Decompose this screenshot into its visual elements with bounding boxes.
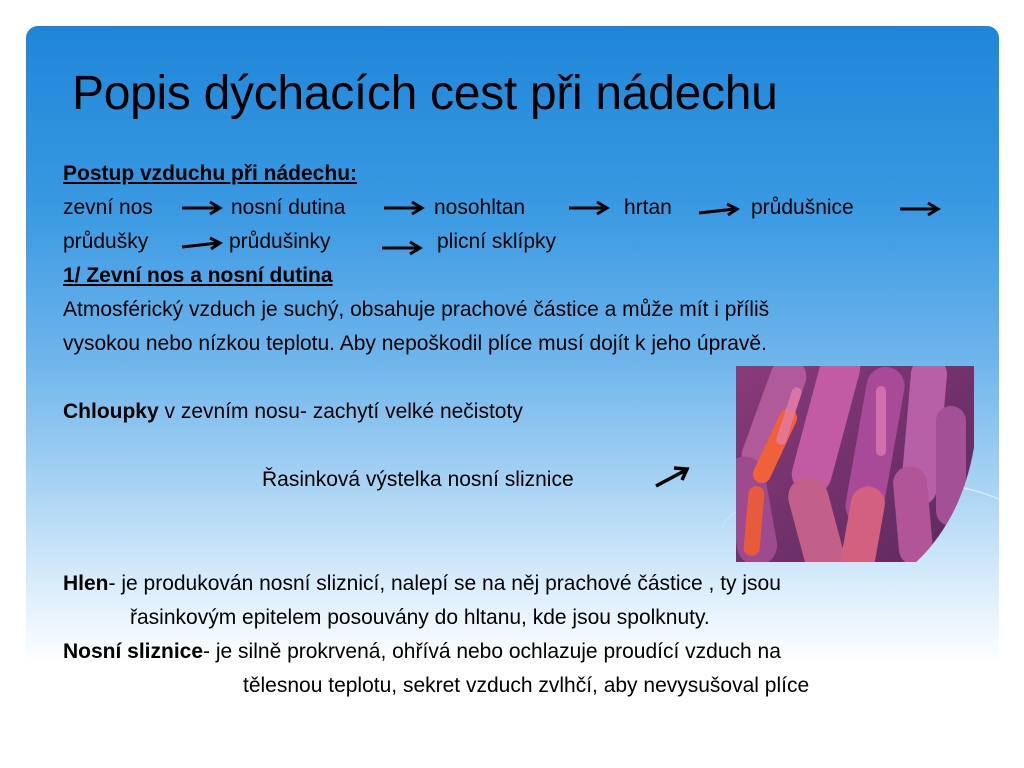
hlen-text: - je produkován nosní sliznicí, nalepí se na něj prachové částice , ty jsou: [108, 572, 781, 595]
arrow-right-icon: [180, 236, 224, 254]
route-heading: Postup vzduchu při nádechu:: [63, 162, 358, 185]
chloupky-term: Chloupky: [63, 400, 159, 423]
mucosa-micrograph: [736, 366, 974, 562]
arrow-right-icon: [382, 199, 426, 217]
route-step: nosní dutina: [231, 196, 346, 219]
image-caption: Řasinková výstelka nosní sliznice: [262, 468, 574, 491]
hlen-line: [63, 570, 781, 598]
section-heading: 1/ Zevní nos a nosní dutina: [63, 264, 333, 287]
sliznice-continuation: tělesnou teplotu, sekret vzduch zvlhčí, aby nevysušoval plíce: [243, 674, 810, 697]
route-step: průdušinky: [229, 230, 331, 253]
slide-title: Popis dýchacích cest při nádechu: [72, 67, 778, 120]
route-step: plicní sklípky: [437, 230, 557, 253]
arrow-right-icon: [380, 239, 424, 257]
route-step: zevní nos: [63, 196, 153, 219]
paragraph-line: Atmosférický vzduch je suchý, obsahuje prachové částice a může mít i příliš: [63, 298, 770, 321]
chloupky-line: [63, 398, 523, 426]
route-step: průdušky: [63, 230, 149, 253]
paragraph-line: vysokou nebo nízkou teplotu. Aby nepoškodil plíce musí dojít k jeho úpravě.: [63, 332, 767, 355]
arrow-right-icon: [697, 202, 741, 220]
hlen-term: Hlen: [63, 572, 109, 595]
hlen-continuation: řasinkovým epitelem posouvány do hltanu, kde jsou spolknuty.: [130, 606, 710, 629]
sliznice-text: - je silně prokrvená, ohřívá nebo ochlazuje proudící vzduch na: [203, 640, 781, 663]
arrow-right-icon: [567, 199, 611, 217]
arrow-up-right-icon: [652, 464, 692, 490]
route-step: průdušnice: [751, 196, 854, 219]
arrow-right-icon: [898, 200, 942, 218]
sliznice-term: Nosní sliznice: [63, 640, 204, 663]
arrow-right-icon: [180, 199, 224, 217]
route-step: hrtan: [624, 196, 672, 219]
sliznice-line: [63, 638, 781, 666]
chloupky-text: v zevním nosu- zachytí velké nečistoty: [158, 400, 523, 423]
route-step: nosohltan: [434, 196, 526, 219]
